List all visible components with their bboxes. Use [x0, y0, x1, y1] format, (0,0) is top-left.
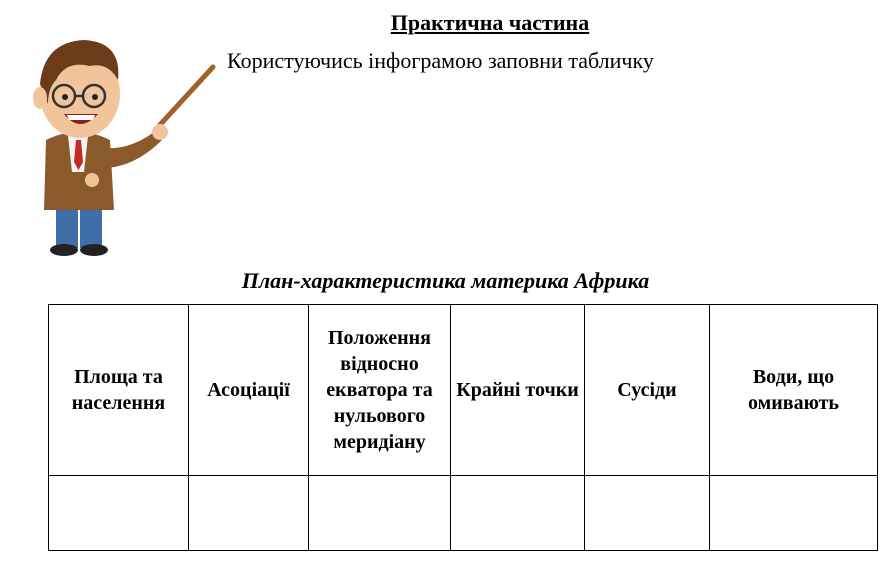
- answer-cell-associations[interactable]: [189, 476, 309, 551]
- header-area-population: Площа та населення: [49, 305, 189, 476]
- table-header-row: [49, 305, 878, 476]
- answer-cell-waters[interactable]: [710, 476, 878, 551]
- instruction-text: Користуючись інфограмою заповни табличку: [227, 48, 654, 73]
- header-position-equator-meridian: Положення відносно екватора та нульового меридіану: [309, 305, 451, 476]
- plan-table: [48, 304, 878, 551]
- answer-cell-extreme-points[interactable]: [451, 476, 585, 551]
- header-neighbors: Сусіди: [585, 305, 710, 476]
- table-row: [49, 476, 878, 551]
- table-title: План-характеристика материка Африка: [241, 268, 650, 293]
- teacher-illustration: [18, 22, 218, 262]
- header-associations: Асоціації: [189, 305, 309, 476]
- answer-cell-position[interactable]: [309, 476, 451, 551]
- header-extreme-points: Крайні точки: [451, 305, 585, 476]
- teacher-with-pointer-icon: [33, 40, 213, 256]
- section-heading: Практична частина: [390, 10, 590, 35]
- answer-cell-area-population[interactable]: [49, 476, 189, 551]
- answer-cell-neighbors[interactable]: [585, 476, 710, 551]
- header-waters: Води, що омивають: [710, 305, 878, 476]
